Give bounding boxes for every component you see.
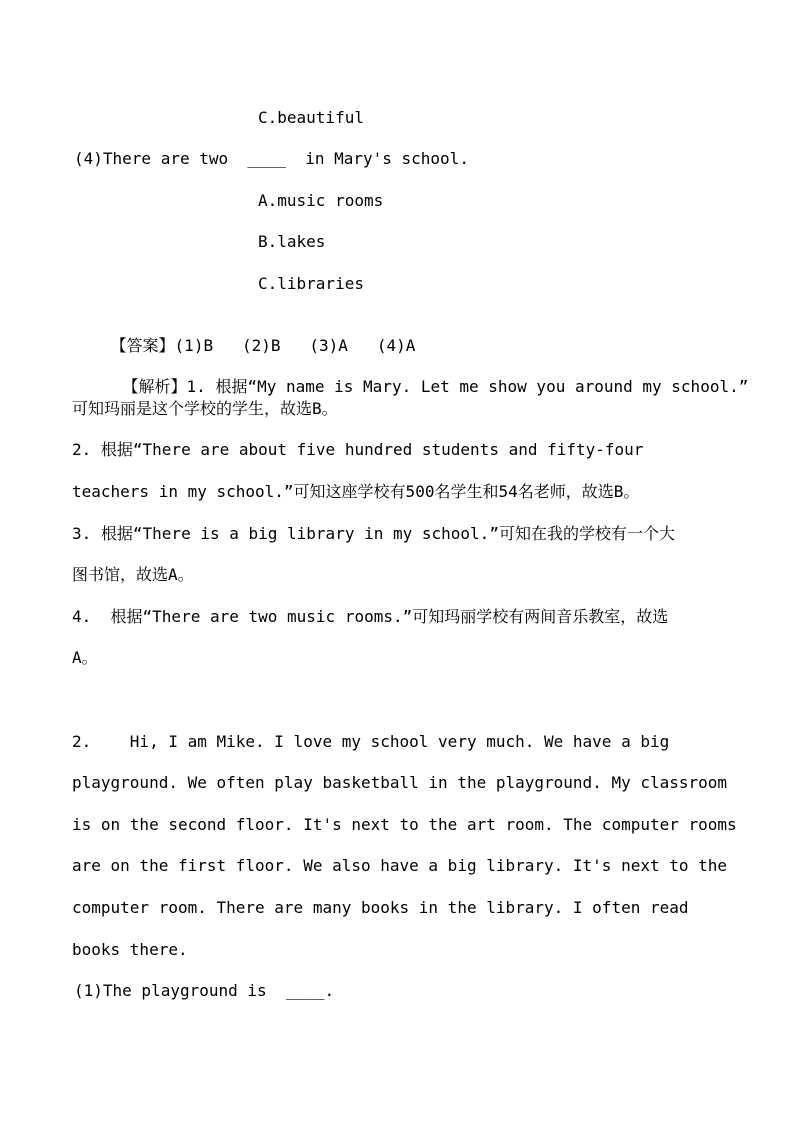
analysis-line-6: 图书馆，故选A。 — [72, 565, 194, 584]
analysis-label: 【解析】 — [122, 377, 187, 396]
answer-values: (1)B (2)B (3)A (4)A — [174, 336, 416, 355]
passage-line-1: 2. Hi, I am Mike. I love my school very much. We have a big — [72, 732, 670, 751]
passage-line-6: books there. — [72, 940, 188, 959]
passage-line-3: is on the second floor. It's next to the art room. The computer rooms — [72, 815, 737, 834]
analysis-line-4: teachers in my school.”可知这座学校有500名学生和54名老师，故选B。 — [72, 482, 640, 501]
question-4: (4)There are two ____ in Mary's school. — [74, 149, 469, 168]
analysis-line-2: 可知玛丽是这个学校的学生，故选B。 — [72, 399, 338, 418]
answer-label: 【答案】 — [110, 336, 175, 355]
analysis-line-8: A。 — [72, 648, 98, 667]
analysis-line-7: 4. 根据“There are two music rooms.”可知玛丽学校有两间音乐教室，故选 — [72, 607, 669, 626]
q4-option-a: A.music rooms — [258, 191, 384, 210]
analysis-line-3: 2. 根据“There are about five hundred students and fifty-four — [72, 440, 644, 459]
analysis-line-5: 3. 根据“There is a big library in my school.”可知在我的学校有一个大 — [72, 524, 675, 543]
passage-line-4: are on the first floor. We also have a big library. It's next to the — [72, 856, 728, 875]
q4-option-b: B.lakes — [258, 232, 326, 251]
passage-question-1: (1)The playground is ____. — [74, 981, 335, 1000]
analysis-text-1: 1. 根据“My name is Mary. Let me show you around my school.” — [186, 377, 749, 396]
passage-line-5: computer room. There are many books in the library. I often read — [72, 898, 689, 917]
q4-option-c: C.libraries — [258, 274, 364, 293]
option-c-beautiful: C.beautiful — [258, 108, 364, 127]
passage-line-2: playground. We often play basketball in the playground. My classroom — [72, 773, 728, 792]
